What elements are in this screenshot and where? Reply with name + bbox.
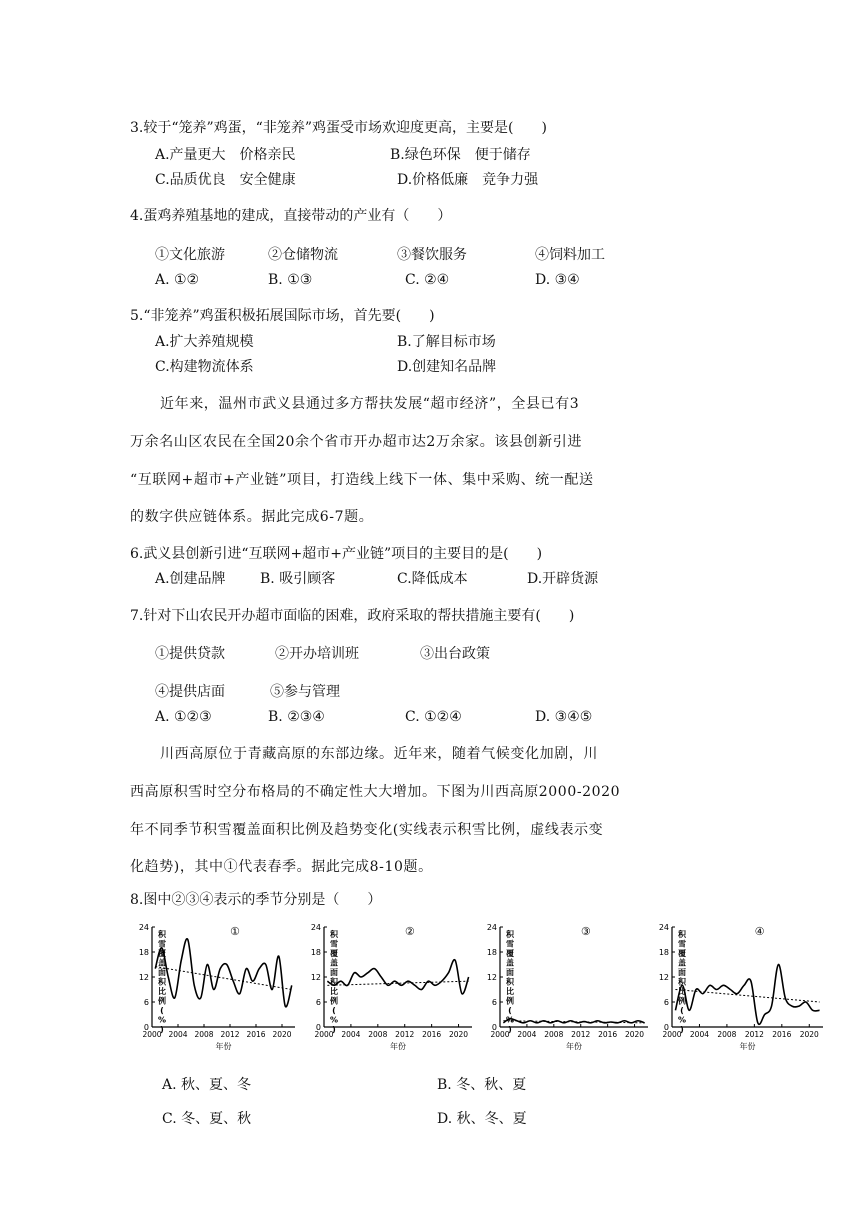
x-tick-label: 2004 [517, 1030, 537, 1039]
q6-option-b: B. 吸引顾客 [260, 571, 336, 587]
y-tick-label: 12 [138, 973, 149, 982]
x-tick-label: 2016 [422, 1030, 442, 1039]
chart-2 [302, 915, 477, 1055]
y-tick-label: 24 [138, 923, 149, 932]
q7-item-5: ⑤参与管理 [270, 684, 340, 700]
passage-2-line-2: 西高原积雪时空分布格局的不确定性大大增加。下图为川西高原2000-2020 [130, 784, 621, 800]
x-tick-label: 2012 [571, 1030, 591, 1039]
q3-option-d: D.价格低廉 竞争力强 [397, 172, 539, 188]
y-tick-label: 6 [143, 998, 149, 1007]
x-tick-label: 2008 [544, 1030, 564, 1039]
q6-option-c: C.降低成本 [397, 571, 468, 587]
passage-1-line-1: 近年来，温州市武义县通过多方帮扶发展“超市经济”，全县已有3 [160, 396, 580, 412]
q7-option-b: B. ②③④ [268, 709, 325, 725]
x-axis-label: 年份 [739, 1042, 756, 1051]
x-tick-label: 2000 [314, 1030, 334, 1039]
y-tick-label: 24 [310, 923, 321, 932]
chart-4 [650, 915, 828, 1055]
passage-1-line-2: 万余名山区农民在全国20余个省市开办超市达2万余家。该县创新引进 [130, 434, 582, 450]
y-tick-label: 0 [491, 1023, 497, 1032]
y-tick-label: 18 [486, 948, 497, 957]
y-tick-label: 6 [315, 998, 321, 1007]
chart-3 [478, 915, 653, 1055]
x-axis-label: 年份 [566, 1042, 582, 1051]
trend-line [675, 990, 819, 1003]
q5-option-b: B.了解目标市场 [397, 334, 496, 350]
q4-item-3: ③餐饮服务 [397, 247, 467, 263]
y-tick-label: 0 [143, 1023, 149, 1032]
series-line [327, 960, 468, 994]
q4-option-c: C. ②④ [405, 272, 450, 288]
q7-item-4: ④提供店面 [155, 684, 225, 700]
q4-item-4: ④饲料加工 [535, 247, 605, 263]
x-tick-label: 2004 [689, 1030, 710, 1039]
question-8-stem: 8.图中②③④表示的季节分别是（ ） [130, 892, 382, 908]
x-tick-label: 2020 [448, 1030, 469, 1039]
x-axis-label: 年份 [390, 1042, 406, 1051]
x-tick-label: 2000 [142, 1030, 162, 1039]
x-tick-label: 2004 [341, 1030, 361, 1039]
passage-2-line-4: 化趋势)，其中①代表春季。据此完成8-10题。 [130, 859, 433, 875]
x-tick-label: 2016 [246, 1030, 266, 1039]
q8-option-b: B. 冬、秋、夏 [437, 1077, 527, 1093]
y-tick-label: 24 [658, 923, 669, 932]
question-6-stem: 6.武义县创新引进“互联网+超市+产业链”项目的主要目的是( ) [130, 546, 543, 562]
y-axis-label: 积雪覆盖面积比例( % ) [329, 930, 339, 1034]
q4-option-a: A. ①② [155, 272, 200, 288]
x-tick-label: 2012 [220, 1030, 240, 1039]
chart-title: ② [404, 925, 415, 938]
x-tick-label: 2008 [368, 1030, 388, 1039]
x-tick-label: 2020 [624, 1030, 645, 1039]
q3-option-c: C.品质优良 安全健康 [155, 172, 296, 188]
y-axis-label: 积雪覆盖面积比例( % ) [505, 930, 515, 1034]
x-tick-label: 2004 [168, 1030, 188, 1039]
q7-option-c: C. ①②④ [405, 709, 462, 725]
x-tick-label: 2020 [272, 1030, 292, 1039]
q6-option-a: A.创建品牌 [155, 571, 226, 587]
x-axis-label: 年份 [215, 1042, 232, 1051]
x-tick-label: 2020 [799, 1030, 819, 1039]
chart-title: ① [230, 925, 240, 938]
x-tick-label: 2008 [194, 1030, 214, 1039]
y-axis-label: 积雪覆盖面积比例( % ) [157, 930, 167, 1034]
y-tick-label: 0 [663, 1023, 669, 1032]
question-4-stem: 4.蛋鸡养殖基地的建成，直接带动的产业有（ ） [130, 208, 452, 224]
question-7-stem: 7.针对下山农民开办超市面临的困难，政府采取的帮扶措施主要有( ) [130, 608, 575, 624]
passage-1-line-4: 的数字供应链体系。据此完成6-7题。 [130, 509, 374, 525]
y-tick-label: 18 [310, 948, 321, 957]
q8-option-a: A. 秋、夏、冬 [162, 1077, 252, 1093]
q5-option-a: A.扩大养殖规模 [155, 334, 254, 350]
q4-option-b: B. ①③ [268, 272, 313, 288]
x-tick-label: 2016 [772, 1030, 792, 1039]
q5-option-c: C.构建物流体系 [155, 359, 254, 375]
y-axis-label: 积雪覆盖面积比例( % ) [677, 930, 687, 1034]
series-line [155, 939, 292, 1007]
q3-option-b: B.绿色环保 便于储存 [390, 147, 531, 163]
y-tick-label: 24 [486, 923, 497, 932]
q5-option-d: D.创建知名品牌 [397, 359, 497, 375]
q7-item-1: ①提供贷款 [155, 646, 225, 662]
y-tick-label: 18 [138, 948, 149, 957]
x-tick-label: 2016 [598, 1030, 618, 1039]
q4-item-2: ②仓储物流 [268, 247, 338, 263]
q6-option-d: D.开辟货源 [527, 571, 599, 587]
q7-option-d: D. ③④⑤ [535, 709, 593, 725]
x-tick-label: 2000 [490, 1030, 510, 1039]
y-tick-label: 6 [491, 998, 497, 1007]
y-tick-label: 0 [315, 1023, 321, 1032]
chart-title: ③ [580, 925, 591, 938]
q7-option-a: A. ①②③ [155, 709, 212, 725]
chart-1 [130, 915, 300, 1055]
y-tick-label: 12 [658, 973, 669, 982]
y-tick-label: 18 [658, 948, 669, 957]
passage-2-line-1: 川西高原位于青藏高原的东部边缘。近年来，随着气候变化加剧，川 [160, 746, 598, 762]
passage-1-line-3: “互联网+超市+产业链”项目，打造线上线下一体、集中采购、统一配送 [130, 472, 594, 488]
series-line [675, 964, 819, 1024]
y-tick-label: 12 [486, 973, 497, 982]
question-3-stem: 3.较于“笼养”鸡蛋，“非笼养”鸡蛋受市场欢迎度更高，主要是( ) [130, 120, 547, 136]
passage-2-line-3: 年不同季节积雪覆盖面积比例及趋势变化(实线表示积雪比例，虚线表示变 [130, 822, 604, 838]
q3-option-a: A.产量更大 价格亲民 [155, 147, 296, 163]
q8-option-d: D. 秋、冬、夏 [437, 1111, 527, 1127]
q7-item-2: ②开办培训班 [275, 646, 359, 662]
x-tick-label: 2012 [395, 1030, 415, 1039]
q4-option-d: D. ③④ [535, 272, 580, 288]
x-tick-label: 2008 [717, 1030, 737, 1039]
chart-title: ④ [754, 925, 765, 938]
q7-item-3: ③出台政策 [420, 646, 490, 662]
q8-option-c: C. 冬、夏、秋 [162, 1111, 252, 1127]
question-5-stem: 5.“非笼养”鸡蛋积极拓展国际市场，首先要( ) [130, 308, 435, 324]
y-tick-label: 6 [663, 998, 669, 1007]
x-tick-label: 2000 [662, 1030, 682, 1039]
y-tick-label: 12 [310, 973, 321, 982]
q4-item-1: ①文化旅游 [155, 247, 225, 263]
x-tick-label: 2012 [744, 1030, 764, 1039]
